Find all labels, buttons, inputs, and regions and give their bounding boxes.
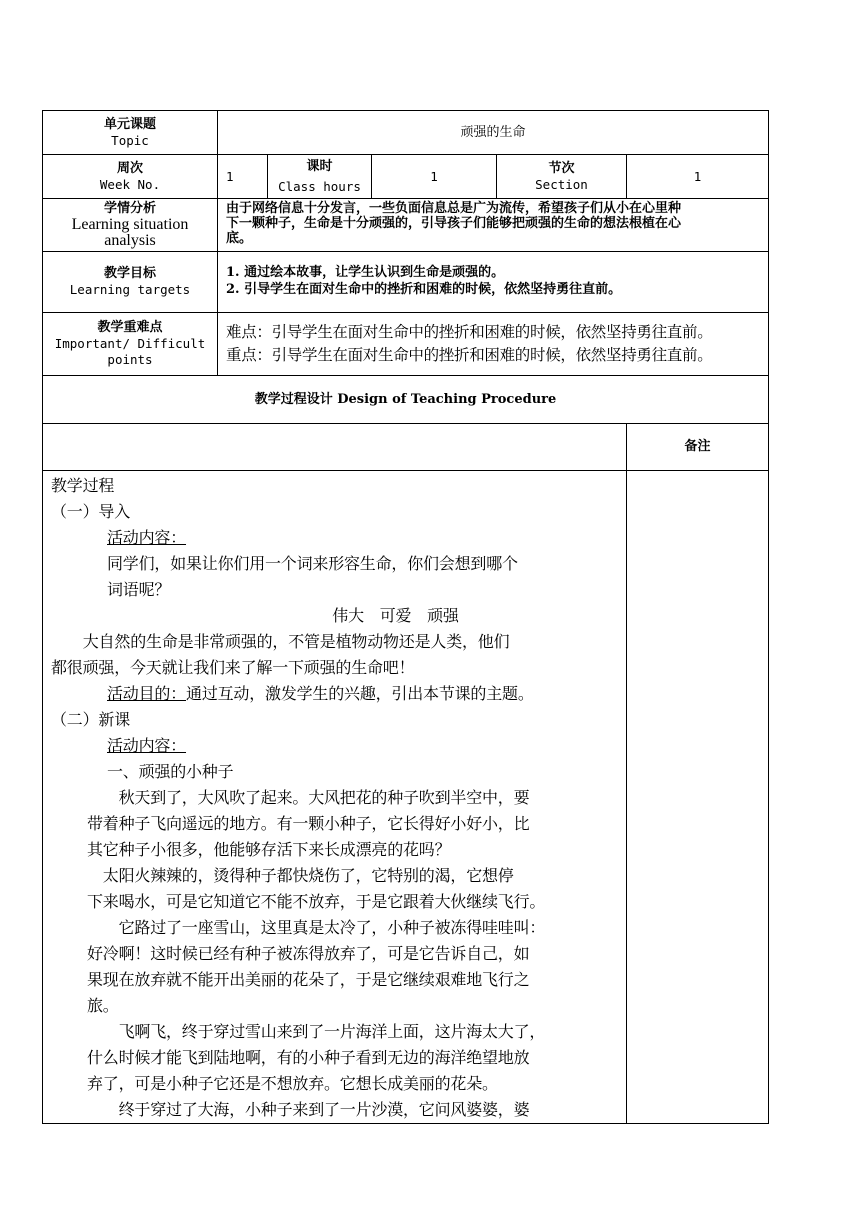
procedure-title-row: [43, 376, 769, 424]
targets-list: [218, 252, 769, 313]
difficult-label: 教学重难点 Important/ Difficult points: [43, 313, 218, 376]
procedure-content: 教学过程 （一）导入 活动内容： 同学们，如果让你们用一个词来形容生命，你们会想到哪个 词语呢？ 伟大 可爱 顽强 大自然的生命是非常顽强的，不管是植物动物还是人类，他们 都很顽强，今天就让我们来了解一下顽强的生命吧！ 活动目的：通过互动，激发学生的兴趣，引出本节课的主题。 （二）新课 活动内容： 一、顽强的小种子 秋天到了，大风吹了起来。大风把花的种子吹到半空中，要 带着种子飞向遥远的地方。有一颗小种子，它长得好小好小，比 其它种子小很多，他能够存活下来长成漂亮的花吗？ 太阳火辣辣的，烫得种子都快烧伤了，它特别的渴，它想停 下来喝水，可是它知道它不能不放弃，于是它跟着大伙继续飞行。 它路过了一座雪山，这里真是太冷了，小种子被冻得哇哇叫： 好冷啊！这时候已经有种子被冻得放弃了，可是它告诉自己，如 果现在放弃就不能开出美丽的花朵了，于是它继续艰难地飞行之 旅。 飞啊飞，终于穿过雪山来到了一片海洋上面，这片海太大了， 什么时候才能飞到陆地啊，有的小种子看到无边的海洋绝望地放 弃了，可是小种子它还是不想放弃。它想长成美丽的花朵。 终于穿过了大海，小种子来到了一片沙漠，它问风婆婆，婆: [43, 471, 627, 1124]
target-item-1: 1. 通过绘本故事，让学生认识到生命是顽强的。: [226, 265, 505, 280]
notes-header: 备注: [627, 424, 769, 471]
target-item-2: 2. 引导学生在面对生命中的挫折和困难的时候，依然坚持勇往直前。: [226, 282, 622, 297]
targets-row: [43, 252, 769, 313]
topic-label: 单元课题 Topic: [43, 111, 218, 155]
week-value: 1: [218, 155, 268, 199]
procedure-header-blank: [43, 424, 627, 471]
difficult-text: [218, 313, 769, 376]
week-label: 周次 Week No.: [43, 155, 218, 199]
lesson-plan-table: [42, 110, 769, 1124]
section-value: 1: [627, 155, 769, 199]
hours-value: 1: [372, 155, 497, 199]
analysis-row: [43, 199, 769, 252]
section-label: 节次 Section: [497, 155, 627, 199]
topic-value: 顽强的生命: [218, 111, 769, 155]
topic-row: [43, 111, 769, 155]
difficult-line: 难点：引导学生在面对生命中的挫折和困难的时候，依然坚持勇往直前。: [226, 323, 713, 341]
procedure-body-row: [43, 471, 769, 1124]
hours-label: 课时 Class hours: [268, 155, 372, 199]
analysis-text: 由于网络信息十分发言，一些负面信息总是广为流传，希望孩子们从小在心里种 下一颗种子，生命是十分顽强的，引导孩子们能够把顽强的生命的想法根植在心 底。: [218, 199, 769, 252]
notes-column: [627, 471, 769, 1124]
week-row: [43, 155, 769, 199]
targets-label: 教学目标 Learning targets: [43, 252, 218, 313]
difficult-row: [43, 313, 769, 376]
procedure-title: 教学过程设计 Design of Teaching Procedure: [43, 376, 769, 424]
procedure-header-row: [43, 424, 769, 471]
key-line: 重点：引导学生在面对生命中的挫折和困难的时候，依然坚持勇往直前。: [226, 346, 713, 364]
analysis-label: 学情分析 Learning situation analysis: [43, 199, 218, 252]
